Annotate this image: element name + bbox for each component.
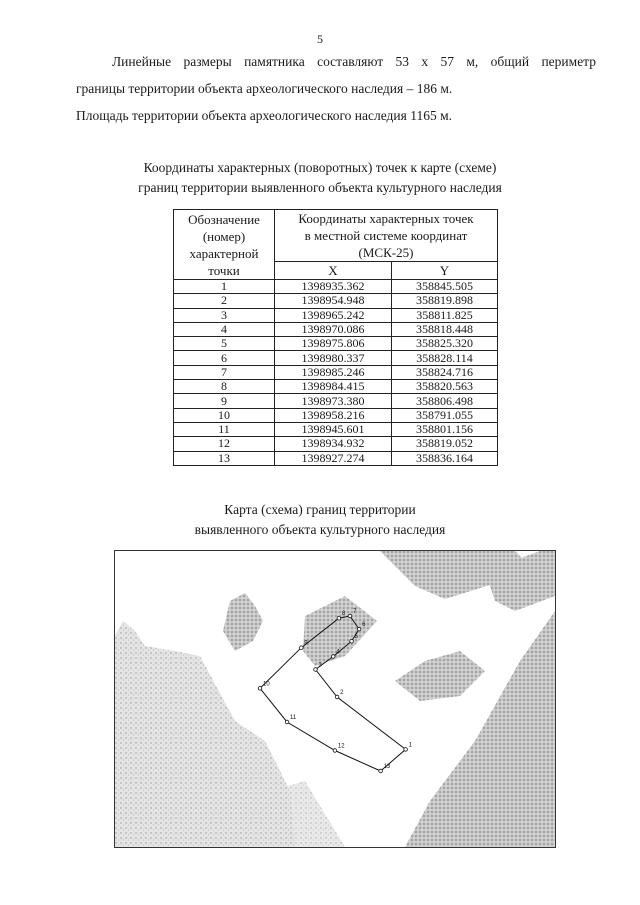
- table-cell-y: 358818.448: [391, 322, 497, 336]
- boundary-map: [114, 550, 556, 848]
- table-cell-id: 3: [174, 308, 275, 322]
- table-row: [174, 437, 498, 451]
- table-row: [174, 294, 498, 308]
- table-cell-y: 358819.052: [391, 437, 497, 451]
- coordinates-table: [173, 209, 498, 466]
- table-cell-x: 1398965.242: [275, 308, 392, 322]
- header-y: Y: [391, 262, 497, 280]
- table-row: [174, 308, 498, 322]
- boundary-point-label: 7: [353, 609, 357, 615]
- building-right-large: [405, 611, 555, 847]
- table-cell-id: 1: [174, 280, 275, 294]
- table-cell-x: 1398970.086: [275, 322, 392, 336]
- table-cell-x: 1398980.337: [275, 351, 392, 365]
- boundary-point-marker: [350, 639, 354, 643]
- table-cell-y: 358811.825: [391, 308, 497, 322]
- map-caption-line1: Карта (схема) границ территории: [224, 502, 416, 517]
- boundary-point-marker: [379, 769, 383, 773]
- map-caption: [0, 500, 640, 540]
- boundary-point-label: 6: [362, 622, 366, 629]
- table-row: [174, 337, 498, 351]
- table-cell-x: 1398984.415: [275, 380, 392, 394]
- table-row: [174, 408, 498, 422]
- header-x: X: [275, 262, 392, 280]
- table-cell-x: 1398954.948: [275, 294, 392, 308]
- table-cell-y: 358845.505: [391, 280, 497, 294]
- table-cell-x: 1398985.246: [275, 365, 392, 379]
- table-cell-id: 10: [174, 408, 275, 422]
- boundary-point-marker: [348, 614, 352, 618]
- table-cell-id: 4: [174, 322, 275, 336]
- boundary-point-label: 9: [304, 640, 308, 647]
- table-caption: [0, 158, 640, 198]
- boundary-point-marker: [258, 687, 262, 691]
- boundary-point-marker: [300, 646, 304, 650]
- boundary-point-marker: [333, 749, 337, 753]
- building-center: [303, 596, 377, 666]
- boundary-map-svg: [115, 551, 555, 847]
- table-cell-id: 8: [174, 380, 275, 394]
- table-cell-y: 358819.898: [391, 294, 497, 308]
- boundary-point-label: 8: [341, 611, 346, 618]
- table-row: [174, 422, 498, 436]
- table-cell-y: 358836.164: [391, 451, 497, 465]
- table-caption-line2: границ территории выявленного объекта культурного наследия: [138, 180, 502, 195]
- boundary-point-marker: [357, 627, 361, 631]
- table-cell-x: 1398935.362: [275, 280, 392, 294]
- table-cell-y: 358806.498: [391, 394, 497, 408]
- table-cell-y: 358820.563: [391, 380, 497, 394]
- page-number: 5: [317, 32, 323, 46]
- boundary-point-label: 4: [336, 649, 340, 656]
- table-cell-y: 358825.320: [391, 337, 497, 351]
- boundary-point-label: 3: [318, 662, 322, 669]
- boundary-point-label: 11: [290, 715, 297, 721]
- boundary-point-label: 12: [337, 743, 345, 750]
- table-row: [174, 365, 498, 379]
- building-right-small: [395, 651, 485, 701]
- boundary-point-marker: [337, 616, 341, 620]
- table-cell-x: 1398927.274: [275, 451, 392, 465]
- boundary-point-label: 1: [408, 742, 412, 749]
- table-cell-id: 9: [174, 394, 275, 408]
- header-coordinates: Координаты характерных точек в местной системе координат (МСК-25): [275, 210, 498, 262]
- building-left: [223, 593, 263, 651]
- table-row: [174, 380, 498, 394]
- header-point-id: Обозначение (номер) характерной точки: [174, 210, 275, 280]
- coordinates-table-body: [174, 280, 498, 466]
- table-cell-id: 13: [174, 451, 275, 465]
- boundary-point-marker: [314, 668, 318, 672]
- table-cell-x: 1398975.806: [275, 337, 392, 351]
- table-cell-id: 11: [174, 422, 275, 436]
- table-caption-line1: Координаты характерных (поворотных) точек к карте (схеме): [143, 160, 497, 175]
- table-row: [174, 322, 498, 336]
- table-cell-id: 7: [174, 365, 275, 379]
- table-cell-x: 1398958.216: [275, 408, 392, 422]
- boundary-point-marker: [331, 655, 335, 659]
- table-cell-y: 358791.055: [391, 408, 497, 422]
- table-cell-id: 12: [174, 437, 275, 451]
- boundary-point-marker: [404, 748, 408, 752]
- table-cell-x: 1398945.601: [275, 422, 392, 436]
- paragraph-dimensions-line1: Линейные размеры памятника составляют 53 х 57 м, общий периметр: [112, 54, 596, 69]
- table-cell-x: 1398973.380: [275, 394, 392, 408]
- table-row: [174, 280, 498, 294]
- paragraph-area: Площадь территории объекта археологического наследия 1165 м.: [76, 108, 453, 123]
- boundary-point-label: 2: [340, 690, 344, 696]
- table-cell-id: 5: [174, 337, 275, 351]
- map-caption-line2: выявленного объекта культурного наследия: [194, 522, 446, 537]
- boundary-point-label: 10: [263, 681, 270, 688]
- table-cell-x: 1398934.932: [275, 437, 392, 451]
- table-cell-y: 358824.716: [391, 365, 497, 379]
- table-cell-id: 2: [174, 294, 275, 308]
- boundary-point-label: 13: [383, 764, 391, 770]
- table-row: [174, 351, 498, 365]
- table-row: [174, 451, 498, 465]
- table-cell-y: 358801.156: [391, 422, 497, 436]
- table-row: [174, 394, 498, 408]
- boundary-point-marker: [285, 720, 289, 724]
- boundary-point-label: 5: [354, 634, 358, 641]
- table-cell-id: 6: [174, 351, 275, 365]
- table-cell-y: 358828.114: [391, 351, 497, 365]
- boundary-point-marker: [335, 695, 339, 699]
- paragraph-dimensions-line2: границы территории объекта археологического наследия – 186 м.: [76, 81, 453, 96]
